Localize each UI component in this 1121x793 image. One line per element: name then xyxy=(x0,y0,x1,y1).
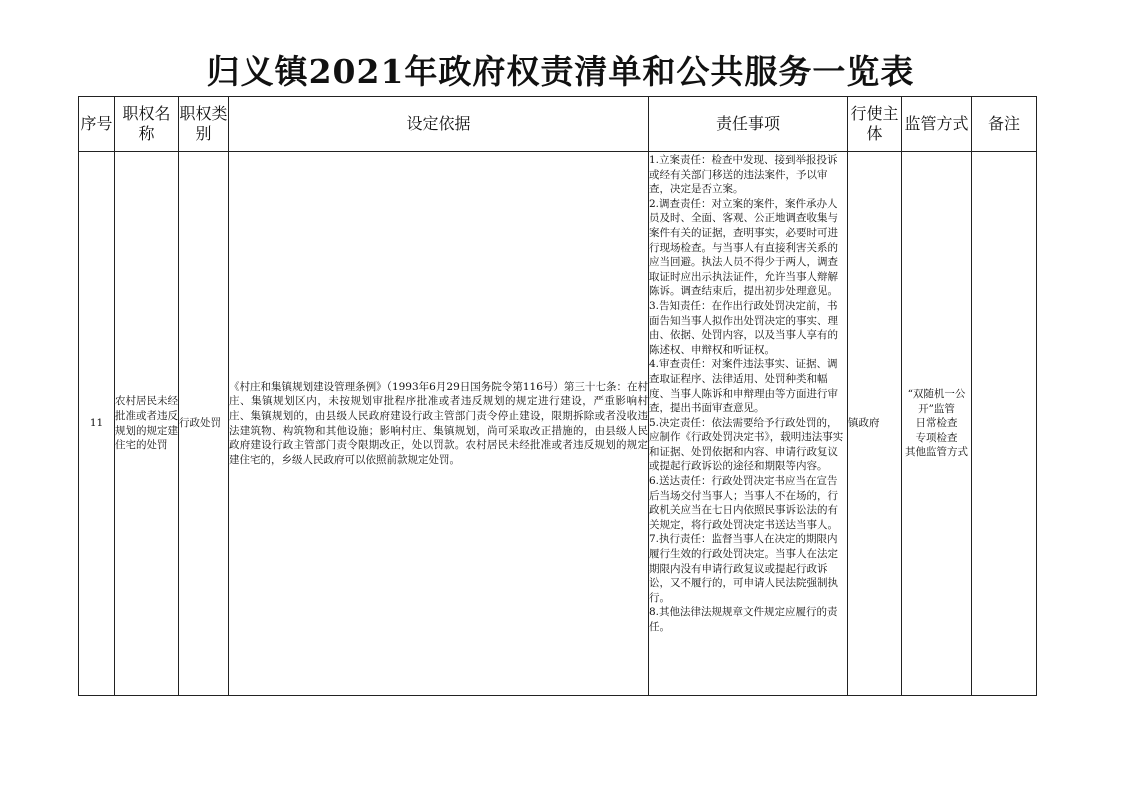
responsibility-item: 1.立案责任：检查中发现、接到举报投诉或经有关部门移送的违法案件，予以审查，决定是否立案。 xyxy=(649,154,838,196)
header-basis: 设定依据 xyxy=(229,97,649,152)
responsibility-item: 5.决定责任：依法需要给予行政处罚的，应制作《行政处罚决定书》，载明违法事实和证据、处罚依据和内容、申请行政复议或提起行政诉讼的途径和期限等内容。 xyxy=(649,416,844,473)
responsibility-item: 6.送达责任：行政处罚决定书应当在宣告后当场交付当事人；当事人不在场的，行政机关应当在七日内依照民事诉讼法的有关规定，将行政处罚决定书送达当事人。 xyxy=(649,475,838,531)
supervision-item: 日常检查 xyxy=(915,417,958,430)
cell-actor: 镇政府 xyxy=(848,152,902,696)
power-list-table xyxy=(78,96,1037,696)
header-no: 序号 xyxy=(79,97,115,152)
cell-supervision xyxy=(902,152,972,696)
cell-remark xyxy=(972,152,1037,696)
header-actor: 行使主体 xyxy=(848,97,902,152)
supervision-item: 其他监管方式 xyxy=(905,446,968,459)
header-supervision: 监管方式 xyxy=(902,97,972,152)
cell-basis: 《村庄和集镇规划建设管理条例》（1993年6月29日国务院令第116号）第三十七条：在村庄、集镇规划区内，未按规划审批程序批准或者违反规划的规定进行建设，严重影响村庄、集镇规划的，由县级人民政府建设行政主管部门责令停止建设，限期拆除或者没收违法建筑物、构筑物和其他设施；影响村庄、集镇规划，尚可采取改正措施的，由县级人民政府建设行政主管部门责令限期改正，处以罚款。农村居民未经批准或者违反规划的规定建住宅的，乡级人民政府可以依照前款规定处罚。 xyxy=(229,152,649,696)
header-name: 职权名称 xyxy=(115,97,179,152)
page-title: 归义镇2021年政府权责清单和公共服务一览表 xyxy=(206,52,915,91)
header-responsibility: 责任事项 xyxy=(649,97,848,152)
table-row xyxy=(79,152,1037,696)
supervision-item: 专项检查 xyxy=(915,431,958,444)
header-type: 职权类别 xyxy=(179,97,229,152)
header-remark: 备注 xyxy=(972,97,1037,152)
table-header-row xyxy=(79,97,1037,152)
cell-responsibility xyxy=(649,152,848,696)
responsibility-item: 4.审查责任：对案件违法事实、证据、调查取证程序、法律适用、处罚种类和幅度、当事人陈诉和申辩理由等方面进行审查，提出书面审查意见。 xyxy=(649,358,838,415)
responsibility-item: 8.其他法律法规规章文件规定应履行的责任。 xyxy=(649,606,838,633)
responsibility-item: 7.执行责任：监督当事人在决定的期限内履行生效的行政处罚决定。当事人在法定期限内没有申请行政复议或提起行政诉讼，又不履行的，可申请人民法院强制执行。 xyxy=(649,533,838,604)
supervision-item: “双随机一公开”监管 xyxy=(907,388,966,415)
cell-name: 农村居民未经批准或者违反规划的规定建住宅的处罚 xyxy=(115,152,179,696)
responsibility-item: 3.告知责任：在作出行政处罚决定前，书面告知当事人拟作出处罚决定的事实、理由、依据、处罚内容，以及当事人享有的陈述权、申辩权和听证权。 xyxy=(649,299,838,356)
responsibility-item: 2.调查责任：对立案的案件，案件承办人员及时、全面、客观、公正地调查收集与案件有关的证据，查明事实，必要时可进行现场检查。与当事人有直接利害关系的应当回避。执法人员不得少于两人，调查取证时应出示执法证件，允许当事人辩解陈诉。调查结束后，提出初步处理意见。 xyxy=(649,197,838,298)
cell-no: 11 xyxy=(79,152,115,696)
cell-type: 行政处罚 xyxy=(179,152,229,696)
